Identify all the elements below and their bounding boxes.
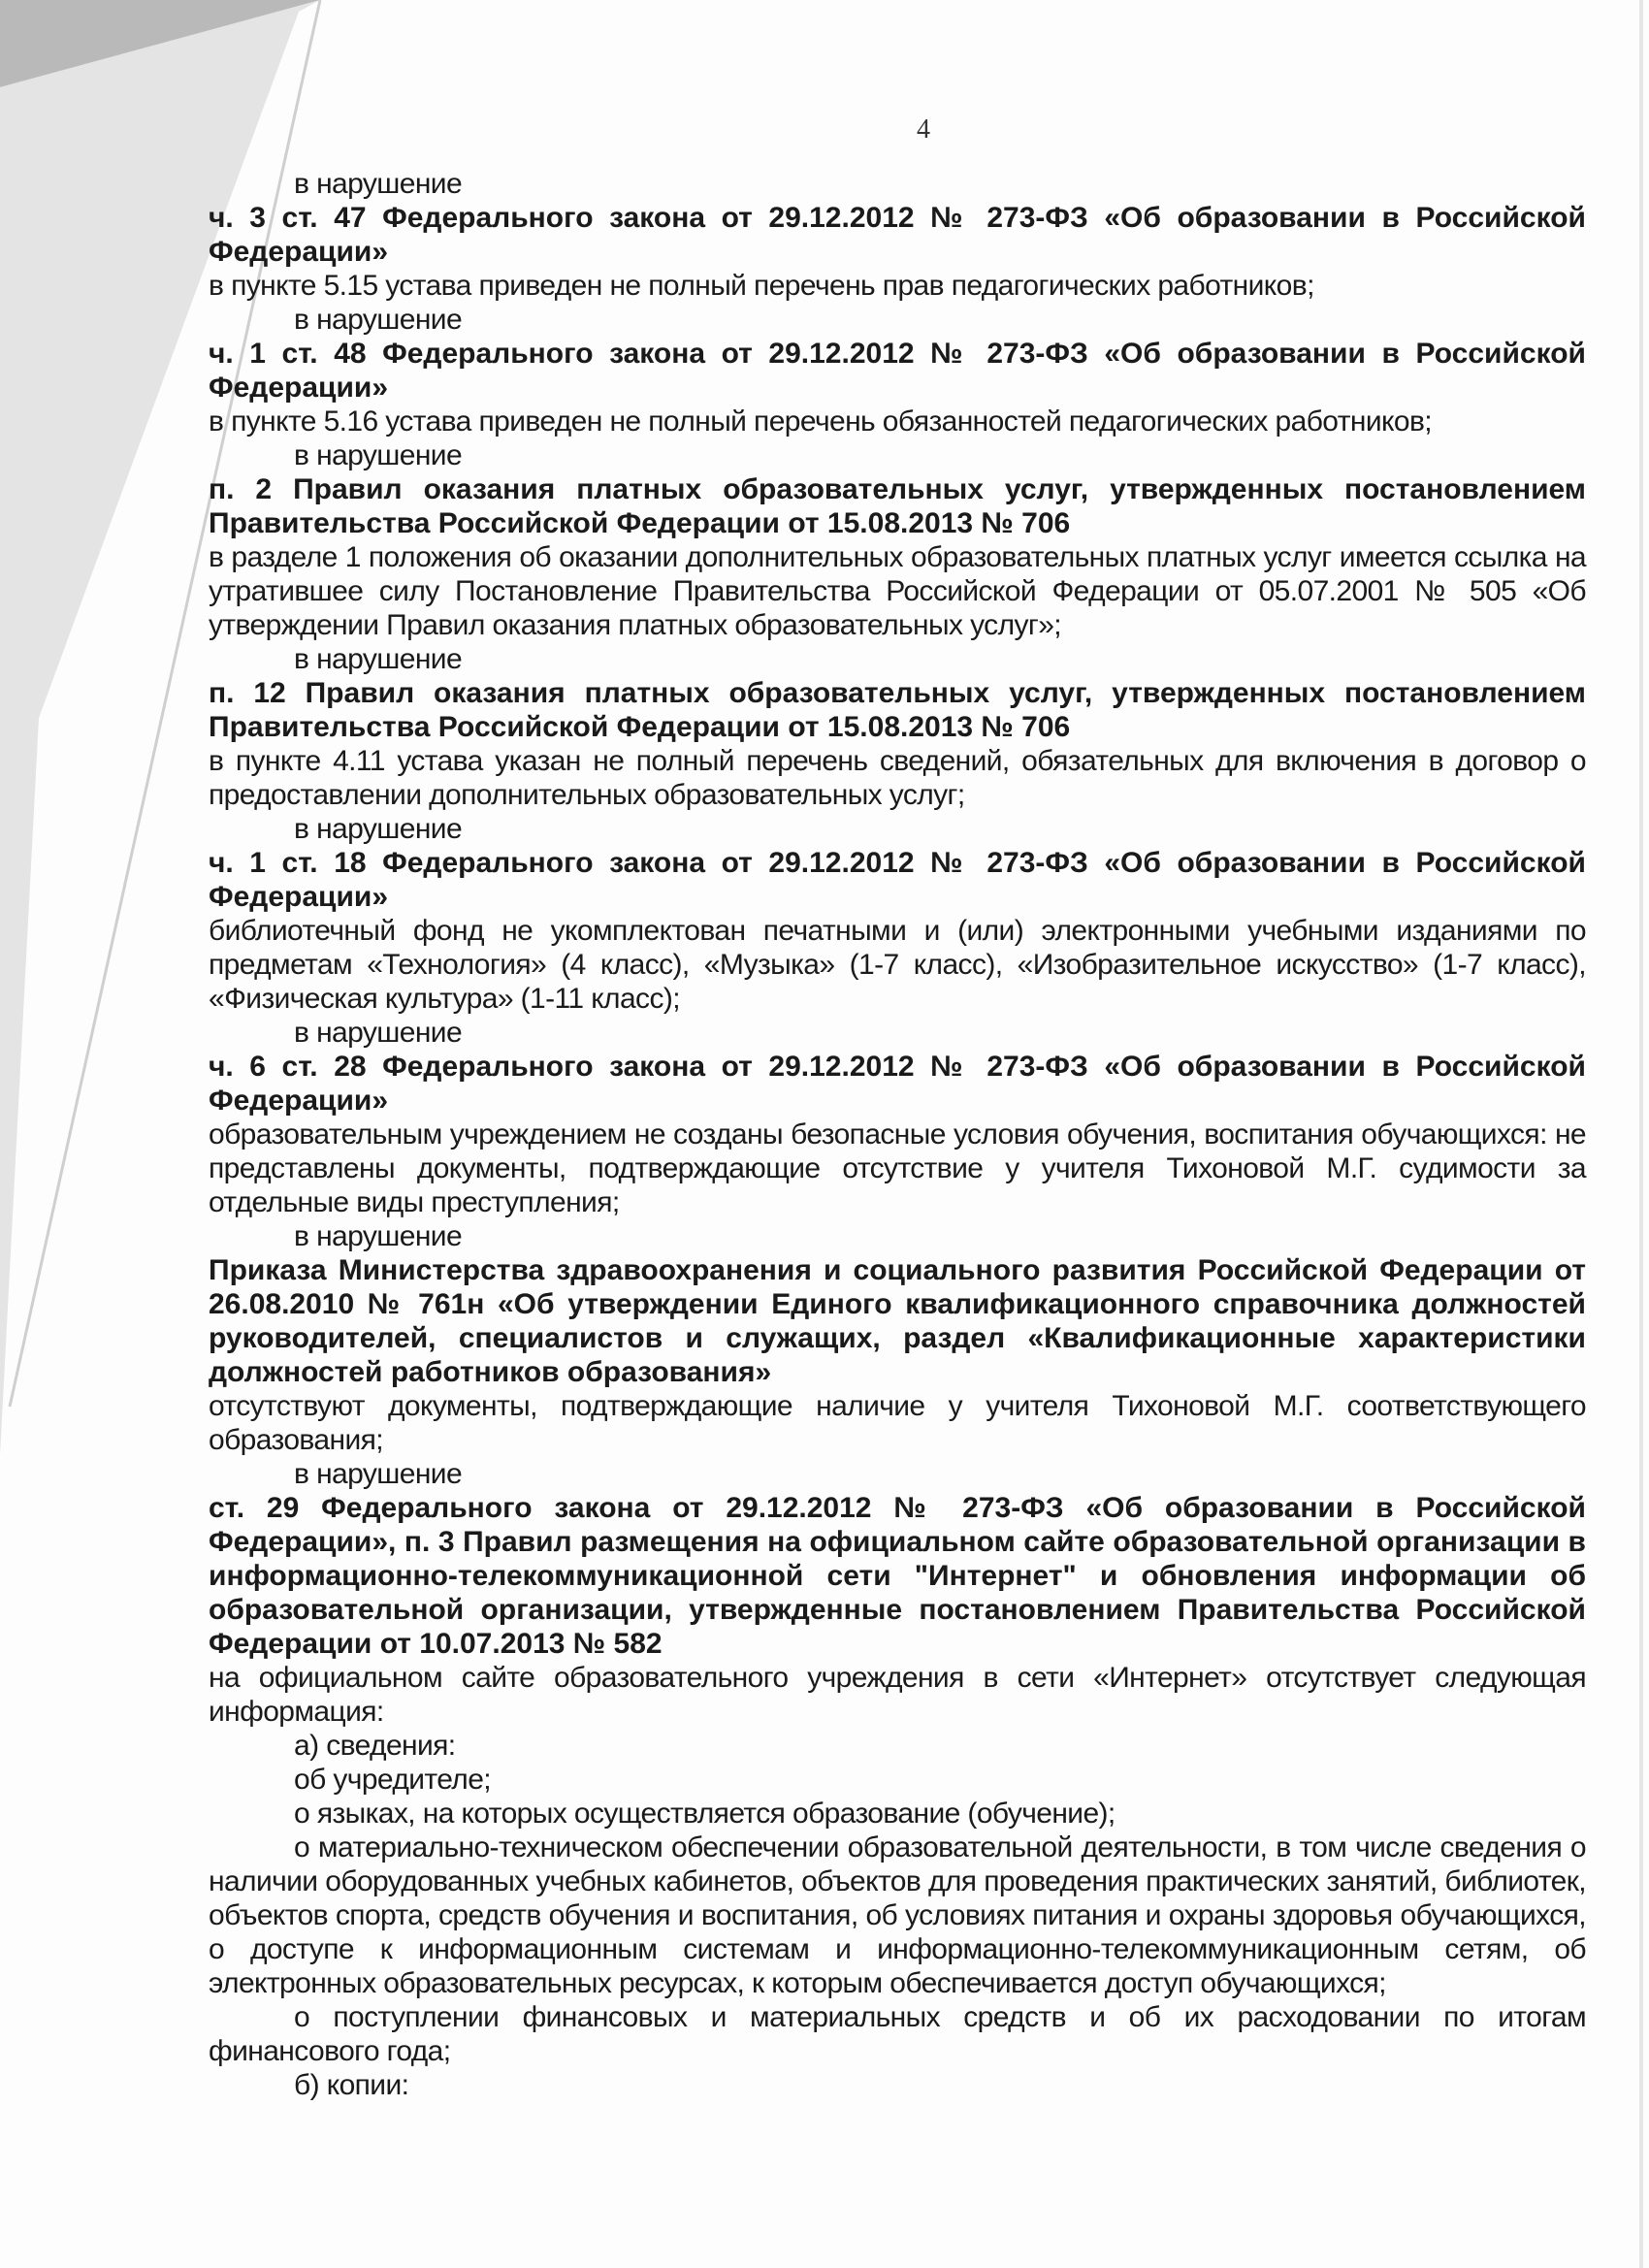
legal-reference: ст. 29 Федерального закона от 29.12.2012 № 273-ФЗ «Об образовании в Российской Федерации», п. 3 Правил размещения на официальном сайте образовательной организации в информационно-телекоммуникационной сети "Интернет" и обновления информации об образовательной организации, утвержденные постановлением Правительства Российской Федерации от 10.07.2013 № 582	[209, 1492, 1586, 1660]
paragraph-text: в пункте 5.16 устава приведен не полный перечень обязанностей педагогических работников;	[209, 405, 1433, 437]
paragraph-text: о поступлении финансовых и материальных средств и об их расходовании по итогам финансового года;	[209, 2001, 1586, 2067]
paragraph-text: о языках, на которых осуществляется образование (обучение);	[294, 1798, 1116, 1830]
paragraph-text: библиотечный фонд не укомплектован печатными и (или) электронными учебными изданиями по предметам «Технология» (4 класс), «Музыка» (1-7 класс), «Изобразительное искусство» (1-7 класс), «Физическая культура» (1-11 класс);	[209, 915, 1586, 1015]
paragraph	[209, 2068, 1586, 2102]
paragraph-text: в разделе 1 положения об оказании дополнительных образовательных платных услуг имеется ссылка на утратившее силу Постановление Правительства Российской Федерации от 05.07.2001 № 505 «Об утверждении Правил оказания платных образовательных услуг»;	[209, 541, 1586, 641]
paragraph-text: б) копии:	[294, 2069, 409, 2101]
paragraph-text: в нарушение	[294, 1458, 463, 1490]
paragraph-text: в нарушение	[294, 168, 463, 200]
paragraph	[209, 1219, 1586, 1457]
legal-reference: ч. 6 ст. 28 Федерального закона от 29.12.2012 № 273-ФЗ «Об образовании в Российской Федерации»	[209, 1051, 1586, 1117]
paragraph	[209, 1016, 1586, 1219]
paragraph-text: в нарушение	[294, 439, 463, 471]
paragraph-text: отсутствуют документы, подтверждающие наличие у учителя Тихоновой М.Г. соответствующего образования;	[209, 1390, 1586, 1456]
paragraph	[209, 1831, 1586, 2000]
document-body	[209, 167, 1586, 2102]
legal-reference: ч. 1 ст. 48 Федерального закона от 29.12.2012 № 273-ФЗ «Об образовании в Российской Федерации»	[209, 338, 1586, 404]
paragraph-text: в нарушение	[294, 304, 463, 336]
paragraph	[209, 642, 1586, 812]
legal-reference: Приказа Министерства здравоохранения и социального развития Российской Федерации от 26.08.2010 № 761н «Об утверждении Единого квалификационного справочника должностей руководителей, специалистов и служащих, раздел «Квалификационные характеристики должностей работников образования»	[209, 1254, 1586, 1388]
paragraph	[209, 2000, 1586, 2068]
legal-reference: ч. 1 ст. 18 Федерального закона от 29.12.2012 № 273-ФЗ «Об образовании в Российской Федерации»	[209, 847, 1586, 913]
page-number: 4	[917, 114, 930, 145]
paragraph	[209, 303, 1586, 438]
legal-reference: ч. 3 ст. 47 Федерального закона от 29.12.2012 № 273-ФЗ «Об образовании в Российской Федерации»	[209, 202, 1586, 268]
paragraph	[209, 1763, 1586, 1797]
paragraph	[209, 1797, 1586, 1831]
paragraph-text: в нарушение	[294, 1220, 463, 1252]
paragraph-text: о материально-техническом обеспечении образовательной деятельности, в том числе сведения о наличии оборудованных учебных кабинетов, объектов для проведения практических занятий, библиотек, объектов спорта, средств обучения и воспитания, об условиях питания и охраны здоровья обучающихся, о доступе к информационным системам и информационно-телекоммуникационным сетям, об электронных образовательных ресурсах, к которым обеспечивается доступ обучающихся;	[209, 1831, 1586, 1999]
paragraph	[209, 1729, 1586, 1763]
paragraph-text: в пункте 4.11 устава указан не полный перечень сведений, обязательных для включения в договор о предоставлении дополнительных образовательных услуг;	[209, 745, 1586, 811]
paragraph-text: образовательным учреждением не созданы безопасные условия обучения, воспитания обучающихся: не представлены документы, подтверждающие отсутствие у учителя Тихоновой М.Г. судимости за отдельные виды преступления;	[209, 1118, 1586, 1218]
paragraph-text: в нарушение	[294, 1017, 463, 1049]
paragraph	[209, 812, 1586, 1016]
paragraph-text: на официальном сайте образовательного учреждения в сети «Интернет» отсутствует следующая информация:	[209, 1662, 1586, 1728]
paragraph-text: в нарушение	[294, 643, 463, 675]
legal-reference: п. 2 Правил оказания платных образовательных услуг, утвержденных постановлением Правительства Российской Федерации от 15.08.2013 № 706	[209, 473, 1586, 539]
paragraph-text: об учредителе;	[294, 1764, 492, 1796]
legal-reference: п. 12 Правил оказания платных образовательных услуг, утвержденных постановлением Правительства Российской Федерации от 15.08.2013 № 706	[209, 677, 1586, 743]
paragraph	[209, 438, 1586, 642]
paragraph	[209, 1457, 1586, 1729]
paragraph-text: а) сведения:	[294, 1730, 456, 1762]
paragraph-text: в нарушение	[294, 813, 463, 845]
paragraph	[209, 167, 1586, 303]
paragraph-text: в пункте 5.15 устава приведен не полный перечень прав педагогических работников;	[209, 270, 1314, 302]
